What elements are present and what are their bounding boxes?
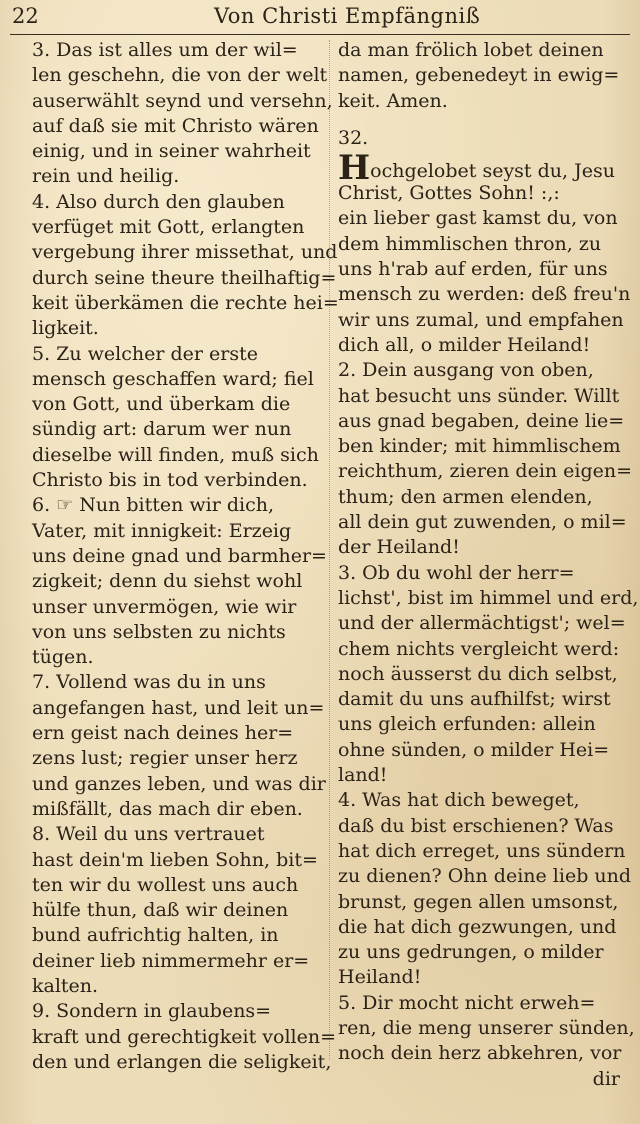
left-column [32, 38, 339, 1075]
text-line: dich all, o milder Heiland! [338, 333, 591, 356]
text-line: mißfällt, das mach dir eben. [32, 797, 303, 820]
text-line: auf daß sie mit Christo wären [32, 114, 319, 137]
text-line: mensch geschaffen ward; fiel [32, 367, 314, 390]
text-line: zigkeit; denn du siehst wohl [32, 570, 303, 593]
text-line: sündig art: darum wer nun [32, 418, 292, 441]
text-line: den und erlangen die seligkeit, [32, 1050, 332, 1073]
page-number: 22 [12, 4, 39, 28]
header-rule [10, 34, 630, 35]
text-line: verfüget mit Gott, erlangten [32, 216, 305, 239]
text-line: uns h'rab auf erden, für uns [338, 258, 608, 281]
text-line: dem himmlischen thron, zu [338, 232, 602, 255]
text-line: land! [338, 764, 388, 787]
text-line: 4. Also durch den glauben [32, 190, 285, 213]
text-line: daß du bist erschienen? Was [338, 814, 614, 837]
right-column-top-lines [338, 38, 628, 114]
text-line: ben kinder; mit himmlischem [338, 435, 621, 458]
right-column-hymn-lines [338, 181, 639, 1066]
text-line: von uns selbsten zu nichts [32, 620, 286, 643]
text-line: rein und heilig. [32, 165, 180, 188]
text-line: zens lust; regier unser herz [32, 747, 298, 770]
text-line: tügen. [32, 646, 94, 669]
text-line: namen, gebenedeyt in ewig= [338, 64, 620, 87]
text-line: vergebung ihrer missethat, und [32, 241, 338, 264]
text-line: ern geist nach deines her= [32, 722, 294, 745]
page-header [0, 0, 640, 38]
text-line: noch äusserst du dich selbst, [338, 662, 618, 685]
text-line: der Heiland! [338, 536, 460, 559]
text-line: bund aufrichtig halten, in [32, 924, 279, 947]
text-line: uns gleich erfunden: allein [338, 713, 596, 736]
text-line: keit überkämen die rechte hei= [32, 291, 339, 314]
text-line: Heiland! [338, 966, 422, 989]
text-line: Christo bis in tod verbinden. [32, 469, 308, 492]
text-line: kraft und gerechtigkeit vollen= [32, 1025, 337, 1048]
text-line: ohne sünden, o milder Hei= [338, 738, 610, 761]
text-line: einig, und in seiner wahrheit [32, 140, 311, 163]
text-line: und der allermächtigst'; wel= [338, 612, 626, 635]
text-line: zu uns gedrungen, o milder [338, 941, 604, 964]
text-line: auserwählt seynd und versehn, [32, 89, 333, 112]
text-line: lichst', bist im himmel und erd, [338, 586, 639, 609]
text-line: 8. Weil du uns vertrauet [32, 823, 265, 846]
text-line: 4. Was hat dich beweget, [338, 789, 580, 812]
hymn-dropcap: H [338, 147, 371, 188]
text-line: ren, die meng unserer sünden, [338, 1016, 635, 1039]
text-line: da man frölich lobet deinen [338, 39, 604, 61]
text-line: 5. Dir mocht nicht erweh= [338, 991, 596, 1014]
text-line: ten wir du wollest uns auch [32, 873, 299, 896]
text-line: angefangen hast, und leit un= [32, 696, 325, 719]
text-line: 6. ☞ Nun bitten wir dich, [32, 494, 275, 517]
text-line: die hat dich gezwungen, und [338, 915, 617, 938]
text-line: reichthum, zieren dein eigen= [338, 460, 633, 483]
text-line: ligkeit. [32, 317, 99, 340]
text-line: von Gott, und überkam die [32, 393, 291, 416]
text-line: hülfe thun, daß wir deinen [32, 899, 289, 922]
text-line: durch seine theure theilhaftig= [32, 266, 337, 289]
text-line: 2. Dein ausgang von oben, [338, 359, 594, 382]
text-line: len geschehn, die von der welt [32, 64, 328, 87]
right-column [338, 38, 639, 1092]
text-line: dieselbe will finden, muß sich [32, 443, 319, 466]
running-title: Von Christi Empfängniß [214, 4, 481, 28]
hymn-first-line [338, 147, 628, 188]
text-line: ein lieber gast kamst du, von [338, 207, 618, 230]
text-line: zu dienen? Ohn deine lieb und [338, 865, 632, 888]
text-line: brunst, gegen allen umsonst, [338, 890, 619, 913]
text-line: Vater, mit innigkeit: Erzeig [32, 519, 292, 542]
text-line: unser unvermögen, wie wir [32, 595, 297, 618]
hymn-first-line-text: ochgelobet seyst du, Jesu [370, 159, 615, 182]
text-line: deiner lieb nimmermehr er= [32, 949, 310, 972]
text-line: uns deine gnad und barmher= [32, 544, 327, 567]
text-line: 3. Das ist alles um der wil= [32, 39, 298, 61]
text-line: wir uns zumal, und empfahen [338, 308, 624, 331]
text-line: chem nichts vergleicht werd: [338, 637, 620, 660]
text-line: Christ, Gottes Sohn! :,: [338, 182, 560, 205]
hymn-number: 32. [338, 126, 369, 149]
catchword: dir [592, 1067, 620, 1090]
text-line: 9. Sondern in glaubens= [32, 1000, 272, 1023]
text-line: hast dein'm lieben Sohn, bit= [32, 848, 318, 871]
text-line: und ganzes leben, und was dir [32, 772, 326, 795]
text-line: 7. Vollend was du in uns [32, 671, 266, 694]
text-line: damit du uns aufhilfst; wirst [338, 688, 611, 711]
text-line: aus gnad begaben, deine lie= [338, 409, 625, 432]
text-line: thum; den armen elenden, [338, 485, 593, 508]
text-line: hat besucht uns sünder. Willt [338, 384, 620, 407]
text-line: all dein gut zuwenden, o mil= [338, 511, 627, 534]
text-line: kalten. [32, 974, 99, 997]
text-line: hat dich erreget, uns sündern [338, 839, 626, 862]
catchword-line [338, 1067, 628, 1092]
text-line: noch dein herz abkehren, vor [338, 1042, 622, 1065]
text-line: 3. Ob du wohl der herr= [338, 561, 575, 584]
text-line: mensch zu werden: deß freu'n [338, 283, 631, 306]
column-divider [329, 40, 330, 1060]
text-line: 5. Zu welcher der erste [32, 342, 258, 365]
text-line: keit. Amen. [338, 89, 448, 112]
